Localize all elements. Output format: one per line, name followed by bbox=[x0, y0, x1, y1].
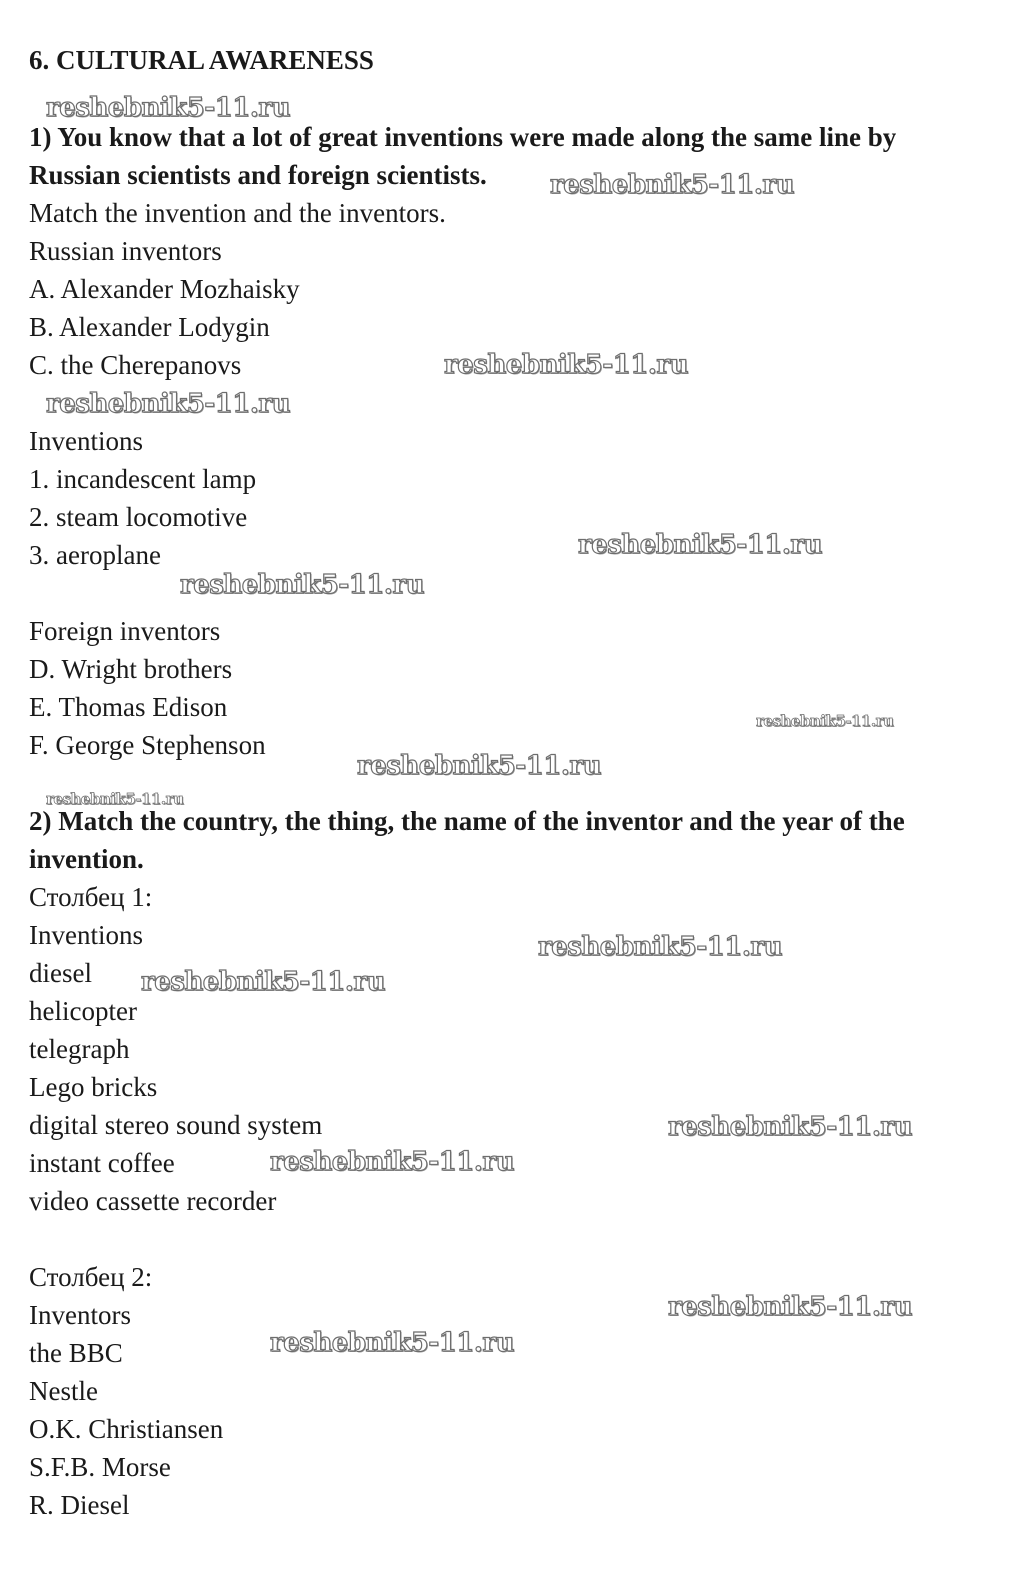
watermark: reshebnik5-11.ru bbox=[538, 932, 783, 962]
foreign-inventor-item: D. Wright brothers bbox=[29, 654, 233, 684]
inventions-heading: Inventions bbox=[29, 426, 143, 456]
column2-item: Nestle bbox=[29, 1376, 98, 1406]
watermark: reshebnik5-11.ru bbox=[270, 1147, 515, 1177]
column2-item: the BBC bbox=[29, 1338, 123, 1368]
column1-item: Lego bricks bbox=[29, 1072, 158, 1102]
watermark: reshebnik5-11.ru bbox=[46, 93, 291, 123]
foreign-inventor-item: F. George Stephenson bbox=[29, 730, 266, 760]
watermark: reshebnik5-11.ru bbox=[46, 389, 291, 419]
watermark: reshebnik5-11.ru bbox=[357, 751, 602, 781]
spacer bbox=[29, 574, 949, 612]
russian-inventor-item: C. the Cherepanovs bbox=[29, 350, 242, 380]
column2-item: S.F.B. Morse bbox=[29, 1452, 171, 1482]
column1-label: Столбец 1: bbox=[29, 882, 153, 912]
invention-item: 1. incandescent lamp bbox=[29, 464, 257, 494]
column1-item: video cassette recorder bbox=[29, 1186, 277, 1216]
column1-heading: Inventions bbox=[29, 920, 143, 950]
watermark: reshebnik5-11.ru bbox=[444, 350, 689, 380]
watermark: reshebnik5-11.ru bbox=[756, 712, 894, 730]
task1-instruction: Match the invention and the inventors. bbox=[29, 198, 446, 228]
watermark: reshebnik5-11.ru bbox=[668, 1292, 913, 1322]
watermark: reshebnik5-11.ru bbox=[141, 967, 386, 997]
column2-item: O.K. Christiansen bbox=[29, 1414, 224, 1444]
column1-item: helicopter bbox=[29, 996, 137, 1026]
foreign-inventor-item: E. Thomas Edison bbox=[29, 692, 228, 722]
section-title: 6. CULTURAL AWARENESS bbox=[29, 45, 374, 75]
spacer bbox=[29, 1220, 949, 1258]
column1-item: instant coffee bbox=[29, 1148, 175, 1178]
foreign-inventors-heading: Foreign inventors bbox=[29, 616, 221, 646]
russian-inventor-item: A. Alexander Mozhaisky bbox=[29, 274, 300, 304]
column2-heading: Inventors bbox=[29, 1300, 131, 1330]
watermark: reshebnik5-11.ru bbox=[270, 1328, 515, 1358]
column2-label: Столбец 2: bbox=[29, 1262, 153, 1292]
column1-item: telegraph bbox=[29, 1034, 130, 1064]
watermark: reshebnik5-11.ru bbox=[578, 530, 823, 560]
watermark: reshebnik5-11.ru bbox=[550, 170, 795, 200]
watermark: reshebnik5-11.ru bbox=[668, 1112, 913, 1142]
invention-item: 3. aeroplane bbox=[29, 540, 161, 570]
column1-item: digital stereo sound system bbox=[29, 1110, 323, 1140]
column1-item: diesel bbox=[29, 958, 92, 988]
column2-item: R. Diesel bbox=[29, 1490, 130, 1520]
invention-item: 2. steam locomotive bbox=[29, 502, 248, 532]
russian-inventor-item: B. Alexander Lodygin bbox=[29, 312, 270, 342]
watermark: reshebnik5-11.ru bbox=[180, 570, 425, 600]
task2-prompt: 2) Match the country, the thing, the name of the inventor and the year of the invention. bbox=[29, 806, 905, 874]
watermark: reshebnik5-11.ru bbox=[46, 790, 184, 808]
task1-prompt: 1) You know that a lot of great inventions were made along the same line by Russian scientists and foreign scientists. bbox=[29, 122, 897, 190]
russian-inventors-heading: Russian inventors bbox=[29, 236, 222, 266]
